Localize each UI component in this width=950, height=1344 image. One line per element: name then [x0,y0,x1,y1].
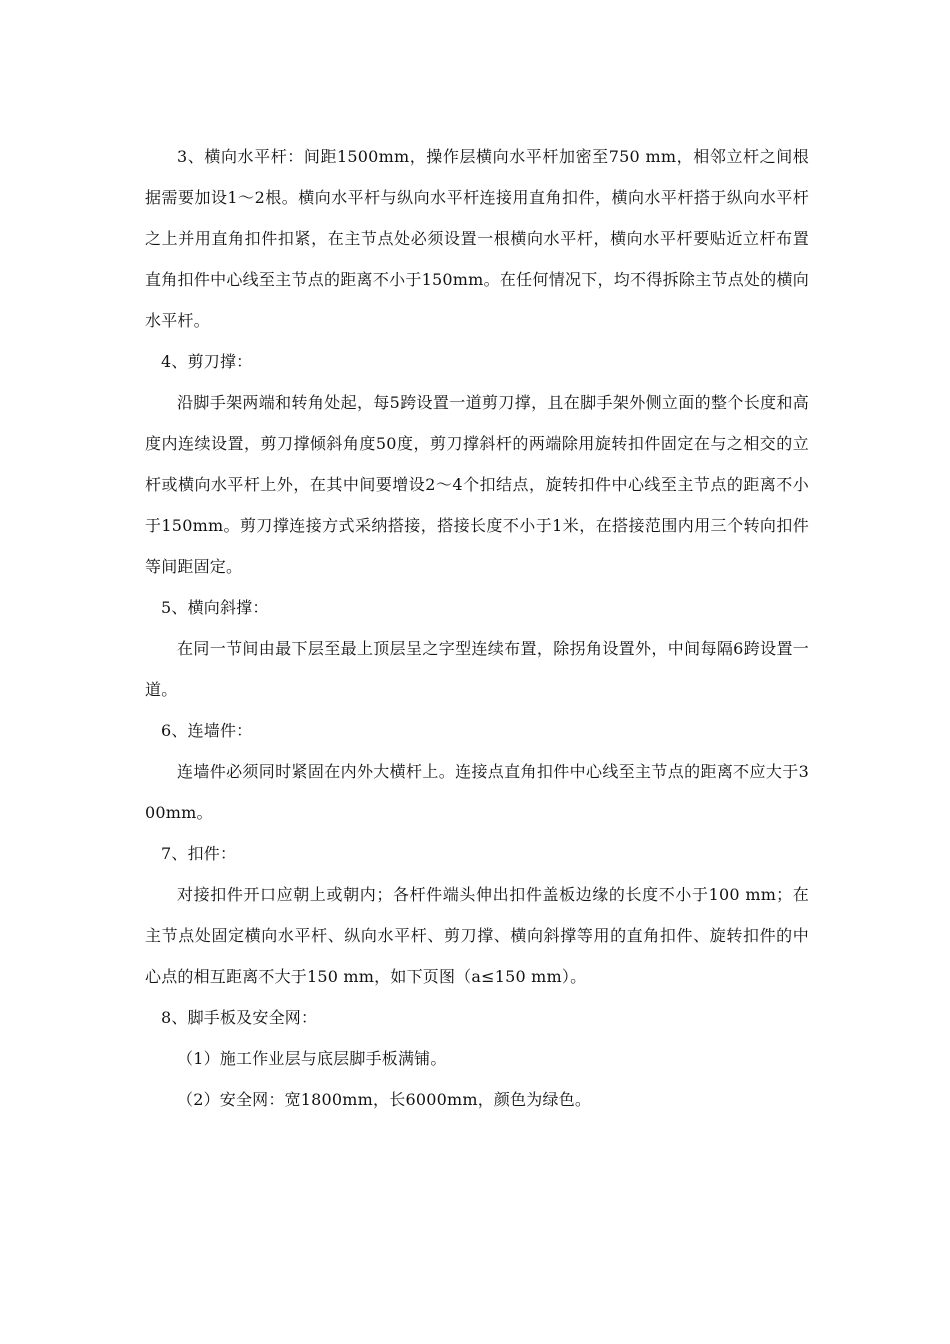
heading-wall-tie: 6、连墙件： [161,721,253,740]
heading-scissor-brace: 4、剪刀撑： [161,352,253,371]
paragraph-scissor-brace: 沿脚手架两端和转角处起，每5跨设置一道剪刀撑，且在脚手架外侧立面的整个长度和高度内连续设置，剪刀撑倾斜角度50度，剪刀撑斜杆的两端除用旋转扣件固定在与之相交的立杆或横向水平杆上外，在其中间要增设2～4个扣结点，旋转扣件中心线至主节点的距离不小于150mm。剪刀撑连接方式采纳搭接，搭接长度不小于1米，在搭接范围内用三个转向扣件等间距固定。 [145,393,809,576]
list-item-scaffold-board: （1）施工作业层与底层脚手板满铺。 [177,1049,447,1068]
paragraph-horizontal-bar: 3、横向水平杆：间距1500mm，操作层横向水平杆加密至750 mm，相邻立杆之间根据需要加设1～2根。横向水平杆与纵向水平杆连接用直角扣件，横向水平杆搭于纵向水平杆之上并用直角扣件扣紧，在主节点处必须设置一根横向水平杆，横向水平杆要贴近立杆布置直角扣件中心线至主节点的距离不小于150mm。在任何情况下，均不得拆除主节点处的横向水平杆。 [145,147,809,330]
paragraph-wall-tie: 连墙件必须同时紧固在内外大横杆上。连接点直角扣件中心线至主节点的距离不应大于300mm。 [145,762,809,822]
list-item-safety-net: （2）安全网：宽1800mm，长6000mm，颜色为绿色。 [177,1090,592,1109]
paragraph-diagonal-brace: 在同一节间由最下层至最上顶层呈之字型连续布置，除拐角设置外，中间每隔6跨设置一道。 [145,639,809,699]
document-page [145,136,809,1120]
heading-scaffold-board-net: 8、脚手板及安全网： [161,1008,318,1027]
heading-couplers: 7、扣件： [161,844,237,863]
paragraph-couplers: 对接扣件开口应朝上或朝内；各杆件端头伸出扣件盖板边缘的长度不小于100 mm；在主节点处固定横向水平杆、纵向水平杆、剪刀撑、横向斜撑等用的直角扣件、旋转扣件的中心点的相互距离不大于150 mm，如下页图（a≤150 mm）。 [145,885,809,986]
heading-diagonal-brace: 5、横向斜撑： [161,598,269,617]
